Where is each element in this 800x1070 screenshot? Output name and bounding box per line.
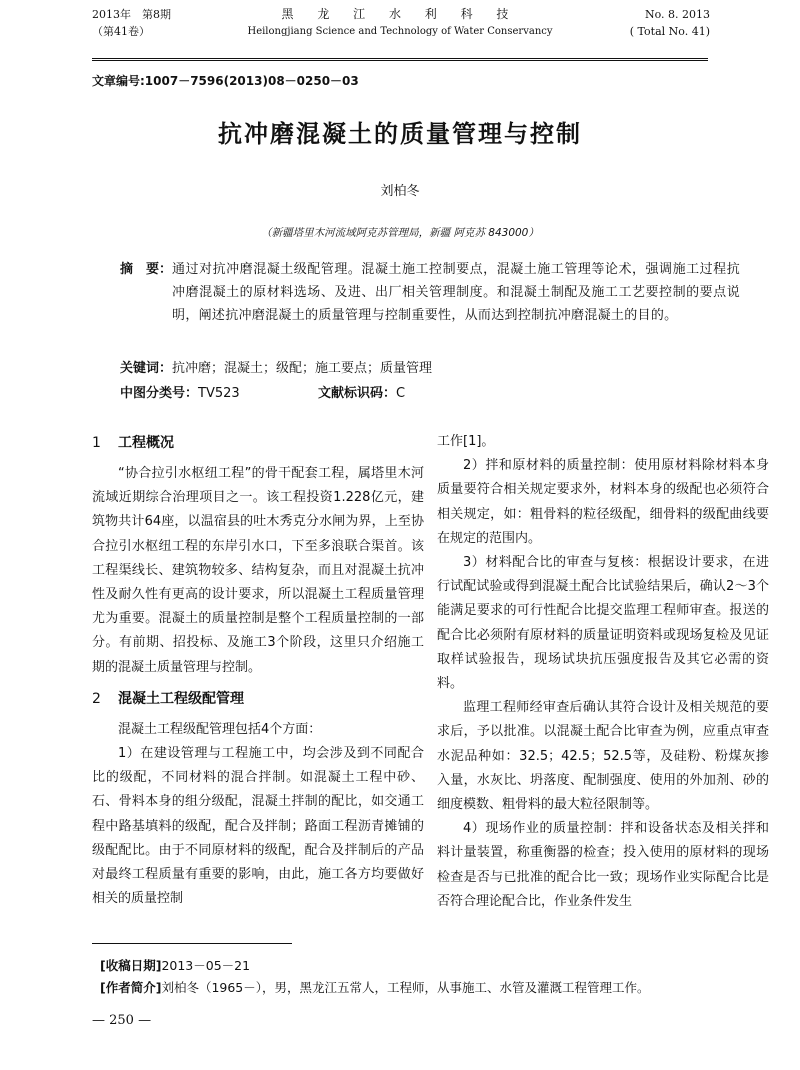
article-number: 文章编号:1007－7596(2013)08－0250－03 (92, 74, 359, 88)
volume: （第41卷） (92, 25, 150, 38)
paragraph: 1）在建设管理与工程施工中，均会涉及到不同配合比的级配，不同材料的混合拌制。如混凝土工程中砂、石、骨料本身的组分级配，混凝土拌制的配比，如交通工程中路基填料的级配，配合及拌制；路面工程沥青摊铺的级配配比。由于不同原材料的级配，配合及拌制后的产品对最终工程质量有重要的影响，由此，施工各方均要做好相关的质量控制 (92, 746, 424, 907)
year-issue: 2013年 第8期 (92, 8, 171, 21)
abstract (120, 258, 740, 327)
paragraph: 4）现场作业的质量控制：拌和设备状态及相关拌和料计量装置，称重衡器的检查；投入使用的原材料的现场检查是否与已批准的配合比一致；现场作业实际配合比是否符合理论配合比，作业条件发生 (437, 821, 769, 909)
author: 刘柏冬 (380, 184, 420, 199)
section-1-heading (92, 430, 424, 456)
received-label: [收稿日期] (100, 958, 162, 973)
keywords-text: 抗冲磨；混凝土；级配；施工要点；质量管理 (172, 361, 433, 376)
keywords (120, 357, 432, 376)
affiliation: （新疆塔里木河流域阿克苏管理局，新疆 阿克苏 843000） (261, 227, 539, 239)
paragraph: 工作[1]。 (437, 434, 495, 449)
paragraph: 2）拌和原材料的质量控制：使用原材料除材料本身质量要符合相关规定要求外，材料本身的级配也必须符合相关规定，如：粗骨料的粒径级配，细骨料的级配曲线要在规定的范围内。 (437, 458, 769, 546)
paragraph: “协合拉引水枢纽工程”的骨干配套工程，属塔里木河流域近期综合治理项目之一。该工程投资1.228亿元，建筑物共计64座，以温宿县的吐木秀克分水闸为界，上至协合拉引水枢纽工程的东岸引水口，下至多浪联合渠首。该工程渠线长、建筑物较多、结构复杂，而且对混凝土抗冲性及耐久性有更高的设计要求，所以混凝土工程质量管理尤为重要。混凝土的质量控制是整个工程质量控制的一部分。有前期、招投标、及施工3个阶段，这里只介绍施工期的混凝土质量管理与控制。 (92, 466, 424, 675)
footnote-author-bio (100, 979, 650, 997)
running-header-right (630, 6, 710, 40)
page-number: — 250 — (92, 1013, 152, 1028)
total-number: ( Total No. 41) (629, 25, 710, 38)
section-2-heading (92, 686, 424, 712)
footnote-rule (92, 943, 292, 944)
article-title: 抗冲磨混凝土的质量管理与控制 (218, 120, 582, 148)
header-rule (92, 58, 708, 59)
footnote-received (100, 957, 250, 975)
abstract-text: 通过对抗冲磨混凝土级配管理。混凝土施工控制要点，混凝土施工管理等论术，强调施工过程抗冲磨混凝土的原材料选场、及进、出厂相关管理制度。和混凝土制配及施工工艺要控制的要点说明，阐述抗冲磨混凝土的质量管理与控制重要性，从而达到控制抗冲磨混凝土的目的。 (172, 262, 740, 323)
keywords-label: 关键词： (120, 361, 173, 376)
bio-label: [作者简介] (100, 980, 162, 995)
section-2-title: 混凝土工程级配管理 (118, 690, 244, 707)
received-date: 2013－05－21 (161, 958, 251, 973)
doc-code-label: 文献标识码： (318, 386, 397, 401)
section-1-number: 1 (92, 435, 101, 451)
paragraph: 监理工程师经审查后确认其符合设计及相关规范的要求后，予以批准。以混凝土配合比审查为例，应重点审查水泥品种如：32.5；42.5；52.5等，及硅粉、粉煤灰掺入量，水灰比、坍落度、配制强度、使用的外加剂、砂的细度模数、粗骨料的最大粒径限制等。 (437, 700, 769, 813)
section-2-number: 2 (92, 690, 101, 707)
journal-name-en: Heilongjiang Science and Technology of Water Conservancy (247, 26, 553, 37)
journal-name-cn: 黑 龙 江 水 利 科 技 (281, 7, 519, 21)
header-rule-thin (92, 60, 708, 61)
paragraph: 3）材料配合比的审查与复核：根据设计要求，在进行试配试验或得到混凝土配合比试验结果后，确认2～3个能满足要求的可行性配合比提交监理工程师审查。报送的配合比必须附有原材料的质量证明资料或现场复检及见证取样试验报告，现场试块抗压强度报告及其它必需的资料。 (437, 555, 769, 692)
doc-code-value: C (396, 386, 406, 401)
paragraph: 混凝土工程级配管理包括4个方面： (118, 721, 322, 737)
bio-text: 刘柏冬（1965－），男，黑龙江五常人，工程师，从事施工、水管及灌溉工程管理工作。 (161, 980, 650, 995)
left-column (92, 430, 424, 911)
right-column (437, 430, 769, 914)
classification (120, 382, 406, 401)
abstract-label: 摘 要： (120, 262, 173, 277)
section-1-title: 工程概况 (118, 435, 174, 451)
clc-label: 中图分类号： (120, 386, 199, 401)
issue-number: No. 8. 2013 (644, 8, 710, 21)
clc-value: TV523 (198, 386, 240, 401)
